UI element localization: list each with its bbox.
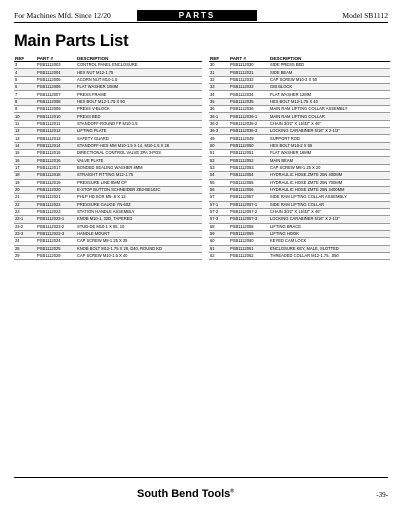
ref-cell: 5 — [14, 76, 36, 83]
part-number-cell: PSB1112032 — [229, 76, 269, 83]
description-cell: CHAIN 3/32" X 15/32" X 46" — [269, 120, 390, 127]
description-cell: CHAIN 3/32" X 15/32" X 46" — [269, 208, 390, 215]
description-cell: SIDE RAM LIFTING COLLAR ASSEMBLY — [269, 194, 390, 201]
ref-cell: 62 — [209, 252, 229, 259]
parts-table-right-body — [209, 62, 390, 260]
header-rule — [14, 22, 388, 23]
description-cell: SIDE PRESS BED — [269, 62, 390, 69]
ref-cell: 3 — [14, 62, 36, 69]
ref-cell: 12 — [14, 128, 36, 135]
part-number-cell: PSB1112013 — [36, 135, 76, 142]
ref-cell: 17 — [14, 164, 36, 171]
part-number-cell: PSB1112024 — [36, 238, 76, 245]
part-number-cell: PSB1112014 — [36, 142, 76, 149]
table-row — [209, 201, 390, 208]
part-number-cell: PSB1112055 — [229, 179, 269, 186]
part-number-cell: PSB1112034 — [229, 91, 269, 98]
description-cell: HYDRAULIC HOSE ZMTE 25N 700MM — [269, 179, 390, 186]
ref-cell: 20 — [14, 186, 36, 193]
part-number-cell: PSB1112052 — [229, 157, 269, 164]
description-cell: LIFTING HOOK — [269, 230, 390, 237]
col-header-ref: REF — [209, 55, 229, 62]
description-cell: FLAT WASHER 16MM — [269, 150, 390, 157]
footer-rule — [14, 477, 388, 478]
table-row — [14, 98, 202, 105]
table-row — [209, 223, 390, 230]
description-cell: PRESSURE LINE 8MM CP — [76, 179, 202, 186]
table-row — [209, 128, 390, 135]
part-number-cell: PSB1112023 — [36, 208, 76, 215]
table-row — [14, 157, 202, 164]
description-cell: HANDLE MOUNT — [76, 230, 202, 237]
ref-cell: 23-2 — [14, 223, 36, 230]
header-machines-note: For Machines Mfd. Since 12/20 — [14, 11, 111, 20]
ref-cell: 36-2 — [209, 120, 229, 127]
part-number-cell: PSB1112033 — [229, 84, 269, 91]
table-row — [14, 179, 202, 186]
description-cell: SIDE RAM LIFTING COLLAR — [269, 201, 390, 208]
part-number-cell: PSB1112029 — [36, 252, 76, 259]
description-cell: PRESS FRAME — [76, 91, 202, 98]
header-section-badge: PARTS — [137, 10, 257, 21]
parts-table-left-body — [14, 62, 202, 260]
description-cell: HEX BOLT M12-1.75 X 40 — [269, 98, 390, 105]
description-cell: ENCLOSURE KEY, MALE, SLOTTED — [269, 245, 390, 252]
ref-cell: 60 — [209, 238, 229, 245]
ref-cell: 4 — [14, 69, 36, 76]
part-number-cell: PSB1112061 — [229, 245, 269, 252]
table-row — [14, 194, 202, 201]
table-row — [14, 76, 202, 83]
table-row — [14, 128, 202, 135]
ref-cell: 18 — [14, 172, 36, 179]
ref-cell: 25 — [14, 245, 36, 252]
part-number-cell: PSB1112023-1 — [36, 216, 76, 223]
part-number-cell: PSB1112007 — [36, 91, 76, 98]
ref-cell: 57-1 — [209, 201, 229, 208]
description-cell: FLAT WASHER 12MM — [269, 91, 390, 98]
description-cell: KNOB M10-1, 32D, TAPERED — [76, 216, 202, 223]
description-cell: HEX NUT M12-1.75 — [76, 69, 202, 76]
table-row — [14, 120, 202, 127]
table-row — [14, 142, 202, 149]
description-cell: CAP SCREW M8-1.25 X 20 — [269, 164, 390, 171]
ref-cell: 56 — [209, 186, 229, 193]
description-cell: STATION HANDLE ASSEMBLY — [76, 208, 202, 215]
part-number-cell: PSB1112023-3 — [36, 230, 76, 237]
table-row — [14, 150, 202, 157]
part-number-cell: PSB1112059 — [229, 230, 269, 237]
description-cell: E-STOP BUTTON SCHNEIDER ZB2-BE102C — [76, 186, 202, 193]
part-number-cell: PSB1112050 — [229, 142, 269, 149]
table-row — [14, 113, 202, 120]
table-row — [209, 194, 390, 201]
table-row — [209, 142, 390, 149]
ref-cell: 54 — [209, 172, 229, 179]
ref-cell: 52 — [209, 157, 229, 164]
description-cell: HYDRAULIC HOSE ZMTE 25N 400MM — [269, 172, 390, 179]
ref-cell: 35 — [209, 98, 229, 105]
part-number-cell: PSB1112030 — [229, 62, 269, 69]
table-row — [14, 106, 202, 113]
part-number-cell: PSB1112004 — [36, 69, 76, 76]
description-cell: CAP SCREW M10-1.5 X 40 — [76, 252, 202, 259]
description-cell: MAIN BEAM — [269, 157, 390, 164]
ref-cell: 57-3 — [209, 216, 229, 223]
parts-table-right — [209, 55, 390, 260]
description-cell: GIB BLOCK — [269, 84, 390, 91]
ref-cell: 36-3 — [209, 128, 229, 135]
table-row — [209, 157, 390, 164]
table-row — [14, 238, 202, 245]
brand-name: South Bend Tools — [137, 488, 231, 500]
table-row — [14, 91, 202, 98]
part-number-cell: PSB1112036-3 — [229, 128, 269, 135]
table-row — [14, 135, 202, 142]
ref-cell: 58 — [209, 223, 229, 230]
part-number-cell: PSB1112057-1 — [229, 201, 269, 208]
description-cell: THREADED COLLAR M12-1.75, .050 — [269, 252, 390, 259]
ref-cell: 61 — [209, 245, 229, 252]
description-cell: LOCKING CARABINER 5/16" X 2-1/2" — [269, 128, 390, 135]
table-row — [209, 106, 390, 113]
ref-cell: 36-1 — [209, 113, 229, 120]
ref-cell: 6 — [14, 84, 36, 91]
description-cell: LOCKING CARABINER 5/16" X 2-1/2" — [269, 216, 390, 223]
description-cell: BONDED SEALING WASHER 8MM — [76, 164, 202, 171]
ref-cell: 31 — [209, 69, 229, 76]
ref-cell: 36 — [209, 106, 229, 113]
description-cell: STANDOFF-HEX MM M10-1.5 X 14, M10-1.5 X 28 — [76, 142, 202, 149]
part-number-cell: PSB1112006 — [36, 84, 76, 91]
header-model: Model SB1112 — [342, 11, 388, 20]
ref-cell: 50 — [209, 142, 229, 149]
part-number-cell: PSB1112003 — [36, 62, 76, 69]
brand-logo-text — [137, 488, 234, 500]
page-title: Main Parts List — [14, 32, 129, 50]
description-cell: MAIN RAM LIFTING COLLAR — [269, 113, 390, 120]
part-number-cell: PSB1112053 — [229, 164, 269, 171]
table-row — [14, 84, 202, 91]
ref-cell: 32 — [209, 76, 229, 83]
table-row — [209, 238, 390, 245]
ref-cell: 8 — [14, 98, 36, 105]
ref-cell: 57-2 — [209, 208, 229, 215]
part-number-cell: PSB1112051 — [229, 150, 269, 157]
part-number-cell: PSB1112036-2 — [229, 120, 269, 127]
part-number-cell: PSB1112035 — [229, 98, 269, 105]
part-number-cell: PSB1112018 — [36, 172, 76, 179]
table-row — [209, 98, 390, 105]
col-header-part: PART # — [229, 55, 269, 62]
ref-cell: 14 — [14, 142, 36, 149]
ref-cell: 57 — [209, 194, 229, 201]
part-number-cell: PSB1112057-3 — [229, 216, 269, 223]
description-cell: FLAT WASHER 10MM — [76, 84, 202, 91]
description-cell: CAP SCREW M10-2 X 50 — [269, 76, 390, 83]
page-number: -39- — [376, 491, 388, 499]
ref-cell: 24 — [14, 238, 36, 245]
table-row — [14, 252, 202, 259]
ref-cell: 22 — [14, 201, 36, 208]
part-number-cell: PSB1112010 — [36, 113, 76, 120]
ref-cell: 30 — [209, 62, 229, 69]
table-row — [209, 135, 390, 142]
ref-cell: 23-3 — [14, 230, 36, 237]
ref-cell: 23-1 — [14, 216, 36, 223]
description-cell: KEYED CAM LOCK — [269, 238, 390, 245]
ref-cell: 11 — [14, 120, 36, 127]
description-cell: SUPPORT ROD — [269, 135, 390, 142]
table-row — [209, 69, 390, 76]
ref-cell: 55 — [209, 179, 229, 186]
table-row — [209, 62, 390, 69]
part-number-cell: PSB1112036 — [229, 106, 269, 113]
table-row — [209, 208, 390, 215]
part-number-cell: PSB1112017 — [36, 164, 76, 171]
ref-cell: 9 — [14, 106, 36, 113]
table-row — [209, 216, 390, 223]
table-row — [14, 208, 202, 215]
description-cell: HYDRAULIC HOSE ZMTE 25N 3400MM — [269, 186, 390, 193]
part-number-cell: PSB1112019 — [36, 179, 76, 186]
part-number-cell: PSB1112036-1 — [229, 113, 269, 120]
part-number-cell: PSB1112012 — [36, 128, 76, 135]
description-cell: SIDE BEAM — [269, 69, 390, 76]
description-cell: CAP SCREW M8-1.25 X 35 — [76, 238, 202, 245]
part-number-cell: PSB1112060 — [229, 238, 269, 245]
description-cell: DIRECTIONAL CONTROL VALVE 3PA 3-POS — [76, 150, 202, 157]
col-header-description: DESCRIPTION — [76, 55, 202, 62]
table-row — [14, 164, 202, 171]
col-header-description: DESCRIPTION — [269, 55, 390, 62]
table-row — [209, 252, 390, 259]
description-cell: HEX BOLT M10-2 X 55 — [269, 142, 390, 149]
description-cell: STUD-DE M10-1 X 85, 10 — [76, 223, 202, 230]
description-cell: LIFTING PLATE — [76, 128, 202, 135]
table-row — [209, 91, 390, 98]
part-number-cell: PSB1112025 — [36, 245, 76, 252]
part-number-cell: PSB1112054 — [229, 172, 269, 179]
part-number-cell: PSB1112057 — [229, 194, 269, 201]
ref-cell: 13 — [14, 135, 36, 142]
part-number-cell: PSB1112016 — [36, 157, 76, 164]
part-number-cell: PSB1112020 — [36, 186, 76, 193]
description-cell: PRESS BED — [76, 113, 202, 120]
part-number-cell: PSB1112049 — [229, 135, 269, 142]
table-row — [209, 164, 390, 171]
table-row — [209, 76, 390, 83]
ref-cell: 49 — [209, 135, 229, 142]
ref-cell: 51 — [209, 150, 229, 157]
ref-cell: 33 — [209, 84, 229, 91]
table-row — [209, 120, 390, 127]
table-row — [14, 230, 202, 237]
part-number-cell: PSB1112023-2 — [36, 223, 76, 230]
description-cell: STANDOFF-ROUND FP M10-1.5 — [76, 120, 202, 127]
part-number-cell: PSB1112005 — [36, 76, 76, 83]
description-cell: ACORN NUT M10-1.5 — [76, 76, 202, 83]
description-cell: CONTROL PANEL ENCLOSURE — [76, 62, 202, 69]
part-number-cell: PSB1112031 — [229, 69, 269, 76]
description-cell: LIFTING BRACE — [269, 223, 390, 230]
col-header-part: PART # — [36, 55, 76, 62]
table-row — [209, 186, 390, 193]
table-row — [14, 62, 202, 69]
ref-cell: 19 — [14, 179, 36, 186]
description-cell: KNOB BOLT M12-1.75 X 28, D40, ROUND KD — [76, 245, 202, 252]
table-row — [209, 150, 390, 157]
part-number-cell: PSB1112008 — [36, 98, 76, 105]
table-row — [14, 245, 202, 252]
table-row — [209, 179, 390, 186]
description-cell: MAIN RAM LIFTING COLLAR ASSEMBLY — [269, 106, 390, 113]
part-number-cell: PSB1112009 — [36, 106, 76, 113]
part-number-cell: PSB1112011 — [36, 120, 76, 127]
ref-cell: 10 — [14, 113, 36, 120]
ref-cell: 23 — [14, 208, 36, 215]
ref-cell: 16 — [14, 157, 36, 164]
ref-cell: 34 — [209, 91, 229, 98]
description-cell: PHLP HD SCR M5-.8 X 12 — [76, 194, 202, 201]
ref-cell: 59 — [209, 230, 229, 237]
table-row — [209, 113, 390, 120]
description-cell: HEX BOLT M12-1.75 X 90 — [76, 98, 202, 105]
description-cell: PRESS V-BLOCK — [76, 106, 202, 113]
ref-cell: 53 — [209, 164, 229, 171]
table-row — [14, 172, 202, 179]
description-cell: PRESSURE GAUGE YN-60Z — [76, 201, 202, 208]
page-header — [0, 10, 400, 22]
table-row — [14, 201, 202, 208]
table-row — [209, 230, 390, 237]
part-number-cell: PSB1112057-2 — [229, 208, 269, 215]
ref-cell: 7 — [14, 91, 36, 98]
ref-cell: 29 — [14, 252, 36, 259]
table-row — [209, 84, 390, 91]
part-number-cell: PSB1112062 — [229, 252, 269, 259]
ref-cell: 15 — [14, 150, 36, 157]
part-number-cell: PSB1112056 — [229, 186, 269, 193]
table-row — [14, 69, 202, 76]
part-number-cell: PSB1112058 — [229, 223, 269, 230]
table-row — [14, 186, 202, 193]
table-row — [14, 216, 202, 223]
description-cell: STRAIGHT FITTING M12-1.75 — [76, 172, 202, 179]
part-number-cell: PSB1112015 — [36, 150, 76, 157]
description-cell: VALVE PLATE — [76, 157, 202, 164]
table-row — [14, 223, 202, 230]
trademark-symbol: ® — [230, 488, 234, 495]
table-row — [209, 245, 390, 252]
parts-table-left — [14, 55, 202, 260]
col-header-ref: REF — [14, 55, 36, 62]
ref-cell: 21 — [14, 194, 36, 201]
table-row — [209, 172, 390, 179]
part-number-cell: PSB1112022 — [36, 201, 76, 208]
description-cell: SAFETY GUARD — [76, 135, 202, 142]
part-number-cell: PSB1112021 — [36, 194, 76, 201]
